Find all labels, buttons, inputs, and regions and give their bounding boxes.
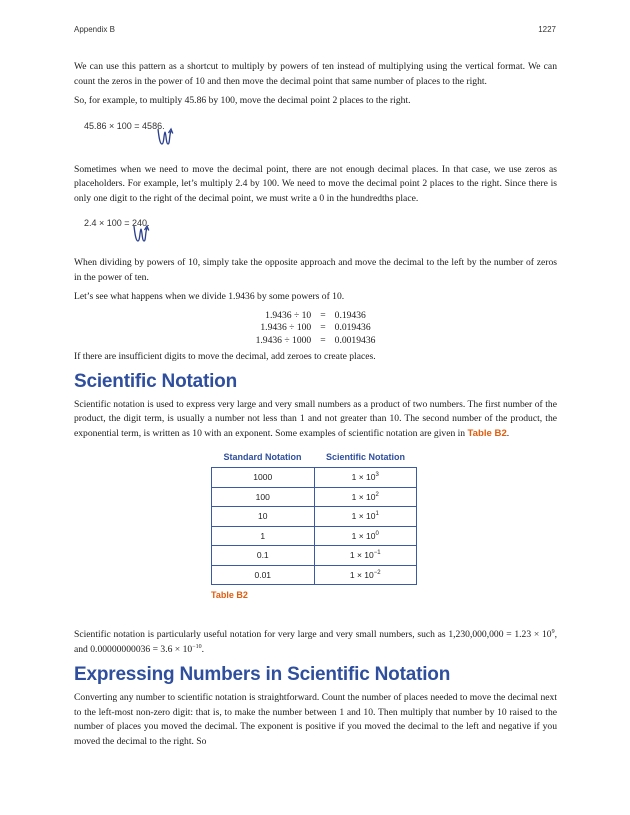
decimal-shift-arrow-icon [132,223,152,245]
scientific-cell: $1 \times 10^{-1}$ [314,546,416,566]
equation-row [253,322,379,335]
equation-lhs: 1.9436 ÷ 10 [265,309,312,321]
table-row [212,565,417,585]
column-header-scientific: Scientific Notation [325,452,405,462]
running-header-left: Appendix B [74,25,115,34]
standard-cell: 10 [212,507,315,527]
equation-equals: = [320,334,326,346]
example-multiply-240 [74,218,557,248]
standard-cell: 0.01 [212,565,315,585]
paragraph-scientific-definition [74,398,557,442]
equation-rhs: 0.0019436 [334,334,376,346]
division-equations [253,310,379,348]
column-header-standard: Standard Notation [223,452,302,462]
page-content [74,60,557,749]
paragraph-example-intro: So, for example, to multiply 45.86 by 100, move the decimal point 2 places to the right. [74,95,411,106]
equation-lhs: 1.9436 ÷ 1000 [255,334,312,346]
table-row [212,468,417,488]
standard-cell: 100 [212,487,315,507]
table-row [212,487,417,507]
paragraph-large-small-numbers: Scientific notation is particularly useful notation for very large and very small numbers, such as $1,230,000,000 = 1.23 \times 10^9$, and $0.00000000036 = 3.6 \times 10^{-10}$. [74,628,557,655]
standard-cell: 1000 [212,468,315,488]
equation-equals: = [320,322,326,333]
paragraph-placeholders: Sometimes when we need to move the decimal point, there are not enough decimal places. In that case, we use zeros as placeholders. For example, let’s multiply 2.4 by 100. We need to move the decimal point 2 places to the right. Since there is only one digit to the right of the decimal point, we must write a 0 in the hundredths place. [74,163,557,204]
standard-cell: 0.1 [212,546,315,566]
paragraph-shortcut: We can use this pattern as a shortcut to multiply by powers of ten instead of multiplying using the vertical format. We can count the zeros in the power of 10 and then move the decimal point that same number of places to the right. [74,61,557,87]
equation-lhs: 1.9436 ÷ 100 [260,322,312,333]
paragraph-text: Scientific notation is used to express very large and very small numbers as a product of two numbers. The first number of the product, the digit term, is usually a number not less than 1 and not greater than 10. The second number of the product, the exponential term, is written as 10 with an exponent. Some examples of scientific notation are given in [74,398,557,439]
table-row [212,546,417,566]
standard-cell: 1 [212,526,315,546]
paragraph-insufficient-digits: If there are insufficient digits to move the decimal, add zeroes to create places. [74,351,376,362]
paragraph-end: . [506,427,510,439]
example-equation: 45.86 × 100 = 4586. [84,120,165,131]
table-caption: Table B2 [211,590,248,600]
scientific-cell: $1 \times 10^{-2}$ [314,565,416,585]
equation-row [253,335,379,348]
page-number: 1227 [538,25,556,34]
equation-equals: = [320,309,326,321]
section-heading-expressing-numbers: Expressing Numbers in Scientific Notation [74,664,451,685]
decimal-shift-arrow-icon [156,126,176,148]
scientific-notation-table [211,467,417,585]
paragraph-division-intro: Let’s see what happens when we divide 1.9436 by some powers of 10. [74,291,345,302]
table-row [212,526,417,546]
example-multiply-4586 [74,121,557,151]
table-b2-link[interactable]: Table B2 [467,427,507,439]
scientific-cell: $1 \times 10^2$ [314,487,416,507]
equation-rhs: 0.019436 [334,322,371,333]
equation-row [253,310,379,323]
table-header [211,449,417,465]
scientific-cell: $1 \times 10^1$ [314,507,416,527]
table-row [212,507,417,527]
section-heading-scientific-notation: Scientific Notation [74,370,237,392]
scientific-notation-table-figure [211,449,417,600]
paragraph-dividing: When dividing by powers of 10, simply take the opposite approach and move the decimal to the left by the number of zeros in the power of ten. [74,257,557,283]
scientific-cell: $1 \times 10^3$ [314,468,416,488]
equation-rhs: 0.19436 [334,309,366,321]
paragraph-converting: Converting any number to scientific notation is straightforward. Count the number of places needed to move the decimal next to the left-most non-zero digit: that is, to make the number between 1 and 10. Then multiply that number by 10 raised to the number of places you moved the decimal. The exponent is positive if you moved the decimal to the left and negative if you moved the decimal to the right. So [74,692,557,747]
example-equation: 2.4 × 100 = 240. [84,218,150,228]
scientific-cell: $1 \times 10^0$ [314,526,416,546]
